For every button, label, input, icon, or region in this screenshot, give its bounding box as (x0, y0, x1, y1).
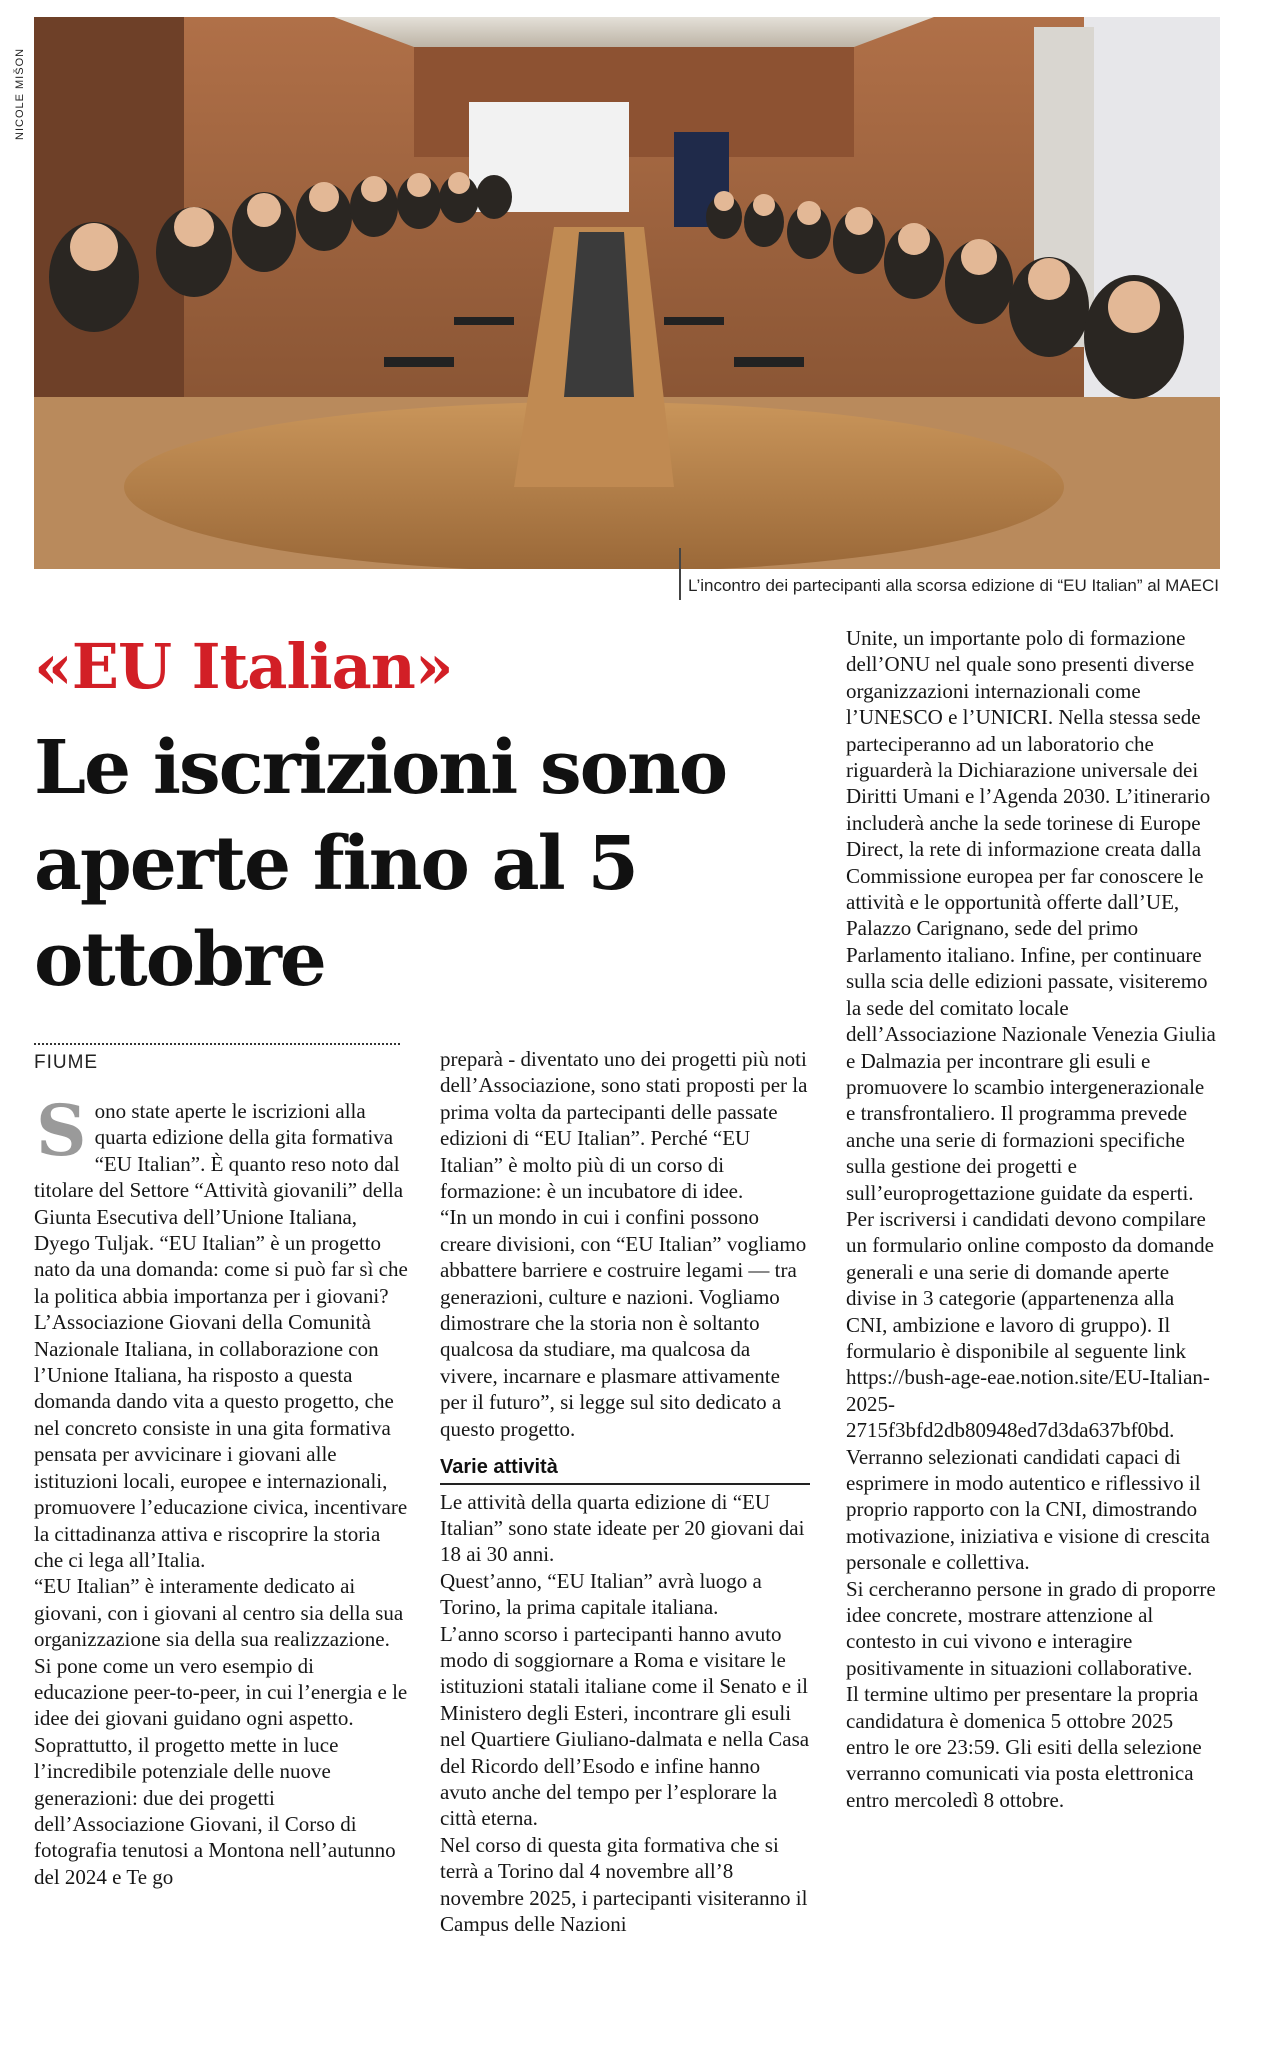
paragraph: Verranno selezionati candidati capaci di esprimere in modo autentico e riflessivo il proprio rapporto con la CNI, dimostrando motivazione, iniziativa e visione di crescita personale e collettiva. (846, 1444, 1210, 1575)
photo-credit: NICOLE MIŠON (14, 47, 26, 140)
paragraph: Unite, un importante polo di formazione dell’ONU nel quale sono presenti diverse organizzazioni internazionali come l’UNESCO e l’UNICRI. Nella stessa sede parteciperanno ad un laboratorio che riguarderà la Dichiarazione universale dei Diritti Umani e l’Agenda 2030. L’itinerario includerà anche la sede torinese di Europe Direct, la rete di informazione creata dalla Commissione europea per far conoscere le attività e le opportunità offerte dall’UE, Palazzo Carignano, sede del primo Parlamento italiano. Infine, per continuare sulla scia delle edizioni passate, visiteremo la sede del comitato locale dell’Associazione Nazionale Venezia Giulia e Dalmazia per incontrare gli esuli e promuovere lo scambio intergenerazionale e transfrontaliero. Il programma prevede anche una serie di formazioni specifiche sulla gestione dei progetti e sull’europrogettazione guidate da esperti. (846, 626, 1216, 1205)
paragraph: “EU Italian” è interamente dedicato ai giovani, con i giovani al centro sia della sua organizzazione sia della sua realizzazione. Si pone come un vero esempio di educazione peer-to-peer, in cui l’energia e le idee dei giovani guidano ogni aspetto. Soprattutto, il progetto mette in luce l’incredibile potenziale delle nuove generazioni: due dei progetti dell’Associazione Giovani, il Corso di fotografia tenutosi a Montona nell’autunno del 2024 e Te go (34, 1574, 408, 1889)
dateline: FIUME (34, 1052, 99, 1073)
article-kicker: «EU Italian» (34, 630, 453, 703)
paragraph: Il termine ultimo per presentare la propria candidatura è domenica 5 ottobre 2025 entro le ore 23:59. Gli esiti della selezione verranno comunicati via posta elettronica entro mercoledì 8 ottobre. (846, 1682, 1202, 1812)
dateline-divider (34, 1043, 400, 1045)
paragraph: Quest’anno, “EU Italian” avrà luogo a Torino, la prima capitale italiana. (440, 1568, 762, 1620)
paragraph-text: ono state aperte le iscrizioni alla quarta edizione della gita formativa “EU Italian”. È quanto reso noto dal titolare del Settore “Attività giovanili” della Giunta Esecutiva dell’Unione Italiana, Dyego Tuljak. “EU Italian” è un progetto nato da una domanda: come si può far sì che la politica abbia importanza per i giovani? L’Associazione Giovani della Comunità Nazionale Italiana, in collaborazione con l’Unione Italiana, ha risposto a questa domanda dando vita a questo progetto, che nel concreto consiste in una gita formativa pensata per avvicinare i giovani alle istituzioni locali, europee e internazionali, promuovere l’educazione civica, incentivare la cittadinanza attiva e riscoprire la storia che ci lega all’Italia. (34, 1099, 408, 1572)
paragraph (34, 1098, 409, 1573)
paragraph: Nel corso di questa gita formativa che si terrà a Torino dal 4 novembre all’8 novembre 2025, i partecipanti visiteranno il Campus delle Nazioni (440, 1832, 808, 1936)
paragraph: Si cercheranno persone in grado di proporre idee concrete, mostrare attenzione al contesto in cui vivono e interagire positivamente in situazioni collaborative. (846, 1576, 1216, 1680)
paragraph: “In un mondo in cui i confini possono creare divisioni, con “EU Italian” vogliamo abbattere barriere e costruire legami — tra generazioni, culture e nazioni. Vogliamo dimostrare che la storia non è soltanto qualcosa da studiare, ma qualcosa da vivere, incarnare e plasmare attivamente per il futuro”, si legge sul sito dedicato a questo progetto. (440, 1205, 807, 1441)
article-column-1 (34, 1098, 409, 1890)
paragraph: Per iscriversi i candidati devono compilare un formulario online composto da domande generali e una serie di domande aperte divise in 3 categorie (appartenenza alla CNI, ambizione e lavoro di gruppo). Il formulario è disponibile al seguente link https://bush-age-eae.notion.site/EU-Italian-2025-2715f3bfd2db80948ed7d3da637bf0bd. (846, 1206, 1215, 1443)
paragraph: Le attività della quarta edizione di “EU Italian” sono state ideate per 20 giovani dai 18 ai 30 anni. (440, 1489, 805, 1567)
section-subhead: Varie attività (440, 1454, 810, 1484)
article-column-2 (440, 1046, 810, 1937)
article-column-3 (846, 625, 1218, 1813)
drop-cap: S (36, 1098, 87, 1172)
article-headline: Le iscrizioni sono aperte fino al 5 ottobre (34, 725, 727, 1003)
photo-caption: L’incontro dei partecipanti alla scorsa edizione di “EU Italian” al MAECI (687, 576, 1219, 595)
article-photo (34, 17, 1220, 569)
paragraph: L’anno scorso i partecipanti hanno avuto modo di soggiornare a Roma e visitare le istituzioni statali italiane come il Senato e il Ministero degli Esteri, incontrare gli esuli nel Quartiere Giuliano-dalmata e nella Casa del Ricordo dell’Esodo e infine hanno avuto anche del tempo per l’esplorare la città eterna. (440, 1621, 810, 1831)
paragraph: preparà - diventato uno dei progetti più noti dell’Associazione, sono stati proposti per la prima volta da partecipanti delle passate edizioni di “EU Italian”. Perché “EU Italian” è molto più di un corso di formazione: è un incubatore di idee. (440, 1047, 808, 1204)
caption-rule (679, 548, 681, 600)
